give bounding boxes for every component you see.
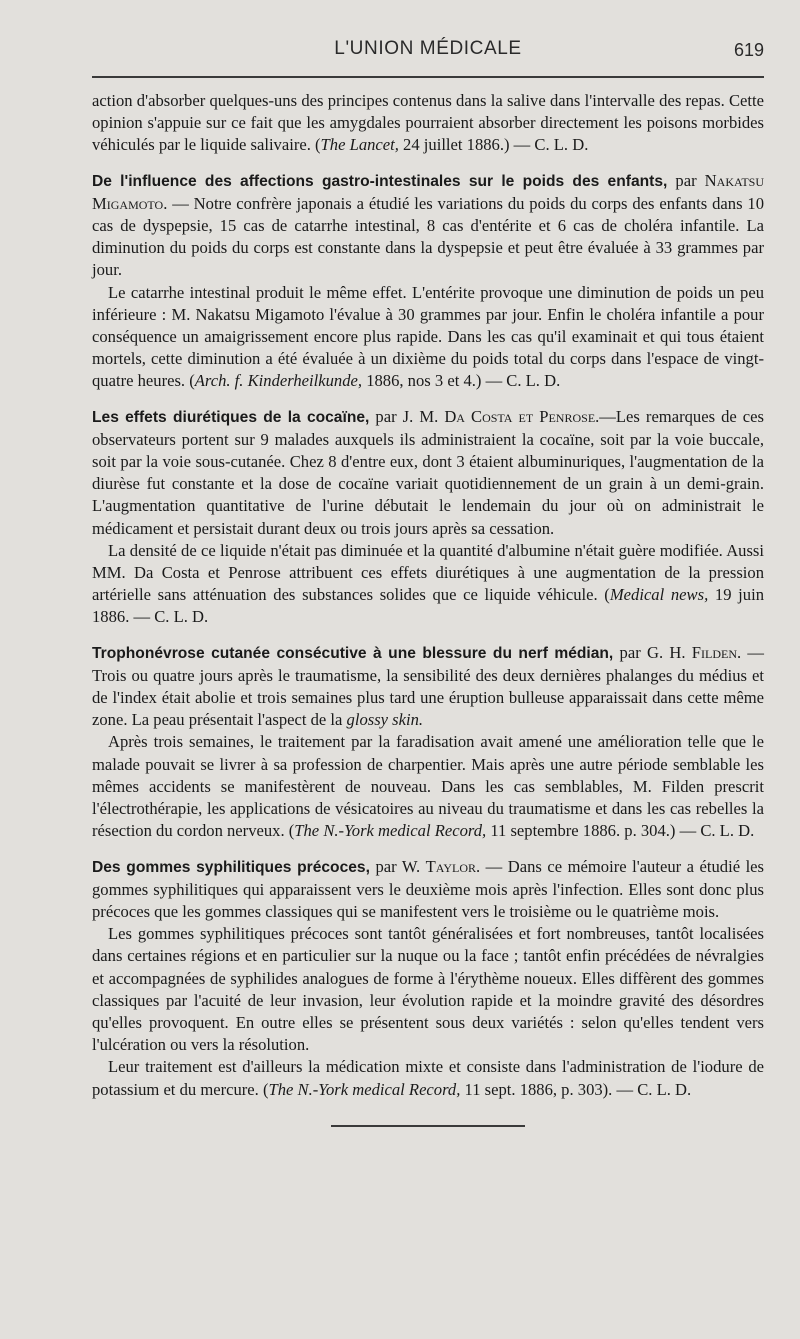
journal-title: L'UNION MÉDICALE	[334, 38, 522, 59]
header-rule	[92, 76, 764, 78]
page-body	[92, 90, 764, 1127]
glossy-skin-term: glossy skin.	[346, 710, 424, 730]
article-title: Des gommes syphilitiques précoces,	[92, 858, 370, 876]
article-cocaine-paragraph-1: Les effets diurétiques de la cocaïne, par J. M. Da Costa et Penrose.—Les remarques de ces observateurs portent sur 9 malades auxquels ils administraient la cocaïne, soit par la voie buccale, soit par la voie sous-cutanée. Chez 8 d'entre eux, dont 3 étaient albuminuriques, l'augmentation de la diurèse fut constante et la dose de cocaïne variait quotidiennement de un grain à un demi-grain. L'augmentation quantitative de l'urine débutait le lendemain du jour où on administrait le médicament et persistait durant deux ou trois jours après sa cessation.	[92, 406, 764, 538]
article-trophonevrose-paragraph-2: Après trois semaines, le traitement par la faradisation avait amené une amélioration telle que le malade pouvait se livrer à sa profession de charpentier. Mais après une autre période semblable les mêmes accidents se manifestèrent de nouveau. Dans les cas semblables, M. Filden prescrit l'électrothérapie, les applications de vésicatoires au niveau du traumatisme et dans les cas rebelles la résection du cordon nerveux. (The N.-York medical Record, 11 septembre 1886. p. 304.) — C. L. D.	[92, 732, 764, 841]
source-citation: Arch. f. Kinderheilkunde,	[194, 371, 363, 391]
author-name: Filden	[691, 642, 737, 662]
source-citation: The N.-York medical Record,	[294, 821, 487, 841]
article-trophonevrose-paragraph-1: Trophonévrose cutanée consécutive à une blessure du nerf médian, par G. H. Filden. — Trois ou quatre jours après le traumatisme, la sensibilité des deux dernières phalanges du médius et de l'index était abolie et trois semaines plus tard une éruption bulleuse apparaissait dans cette même zone. La peau présentait l'aspect de la glossy skin.	[92, 642, 765, 730]
author-name: Da Costa et Penrose	[444, 406, 596, 426]
article-title: De l'influence des affections gastro-intestinales sur le poids des enfants,	[92, 172, 668, 190]
article-title: Les effets diurétiques de la cocaïne,	[92, 408, 370, 426]
article-gommes-paragraph-1: Des gommes syphilitiques précoces, par W. Taylor. — Dans ce mémoire l'auteur a étudié les gommes syphilitiques qui apparaissent vers le deuxième mois après l'infection. Elles sont donc plus précoces que les gommes classiques qui se manifestent vers le troisième ou le quatrième mois.	[92, 856, 765, 921]
author-name: Taylor	[425, 856, 477, 876]
author-name: Nakatsu Migamoto	[92, 170, 764, 213]
article-gommes-paragraph-2: Les gommes syphilitiques précoces sont tantôt généralisées et fort nombreuses, tantôt localisées dans certaines régions et en particulier sur la nuque ou la face ; tantôt enfin précédées de névralgies et accompagnées de syphilides analogues de forme à l'érythème noueux. Elles diffèrent des gommes classiques par l'acuité de leur invasion, leur évolution rapide et la moindre gravité des désordres qu'elles provoquent. En outre elles se présentent sous deux variétés : selon qu'elles tendent vers l'ulcération ou vers la résolution.	[92, 924, 764, 1055]
section-end-rule	[331, 1125, 525, 1127]
intro-paragraph: action d'absorber quelques-uns des principes contenus dans la salive dans l'intervalle des repas. Cette opinion s'appuie sur ce fait que les amygdales pourraient absorber directement les poisons morbides véhiculés par le liquide salivaire. (The Lancet, 24 juillet 1886.) — C. L. D.	[92, 91, 764, 155]
article-cocaine-paragraph-2: La densité de ce liquide n'était pas diminuée et la quantité d'albumine n'était guère modifiée. Aussi MM. Da Costa et Penrose attribuent ces effets diurétiques à une augmentation de la pression artérielle sans atténuation des substances solides que ce liquide véhicule. (Medical news, 19 juin 1886. — C. L. D.	[92, 540, 764, 627]
source-citation: Medical news,	[609, 585, 709, 605]
page-number: 619	[733, 40, 764, 60]
article-gastro-paragraph-2: Le catarrhe intestinal produit le même effet. L'entérite provoque une diminution de poids un peu inférieure : M. Nakatsu Migamoto l'évalue à 30 grammes par jour. Enfin le choléra infantile a pour conséquence un amaigrissement encore plus rapide. Dans les cas qu'il examinait et qui tous étaient mortels, cette diminution a été évaluée à un dixième du poids total du corps dans l'espace de vingt-quatre heures. (Arch. f. Kinderheilkunde, 1886, nos 3 et 4.) — C. L. D.	[92, 282, 764, 391]
article-title: Trophonévrose cutanée consécutive à une blessure du nerf médian,	[92, 644, 614, 662]
running-header	[92, 38, 764, 70]
source-citation: The Lancet,	[320, 135, 399, 155]
source-citation: The N.-York medical Record,	[268, 1079, 461, 1099]
article-gastro-paragraph-1: De l'influence des affections gastro-intestinales sur le poids des enfants, par Nakatsu Migamoto. — Notre confrère japonais a étudié les variations du poids du corps des enfants dans 10 cas de dyspepsie, 15 cas de catarrhe intestinal, 8 cas d'entérite et 6 cas de choléra infantile. La diminution du poids du corps est constante dans la dyspepsie et peut être évaluée à 33 grammes par jour.	[92, 170, 764, 280]
article-gommes-paragraph-3: Leur traitement est d'ailleurs la médication mixte et consiste dans l'administration de l'iodure de potassium et du mercure. (The N.-York medical Record, 11 sept. 1886, p. 303). — C. L. D.	[92, 1057, 764, 1099]
